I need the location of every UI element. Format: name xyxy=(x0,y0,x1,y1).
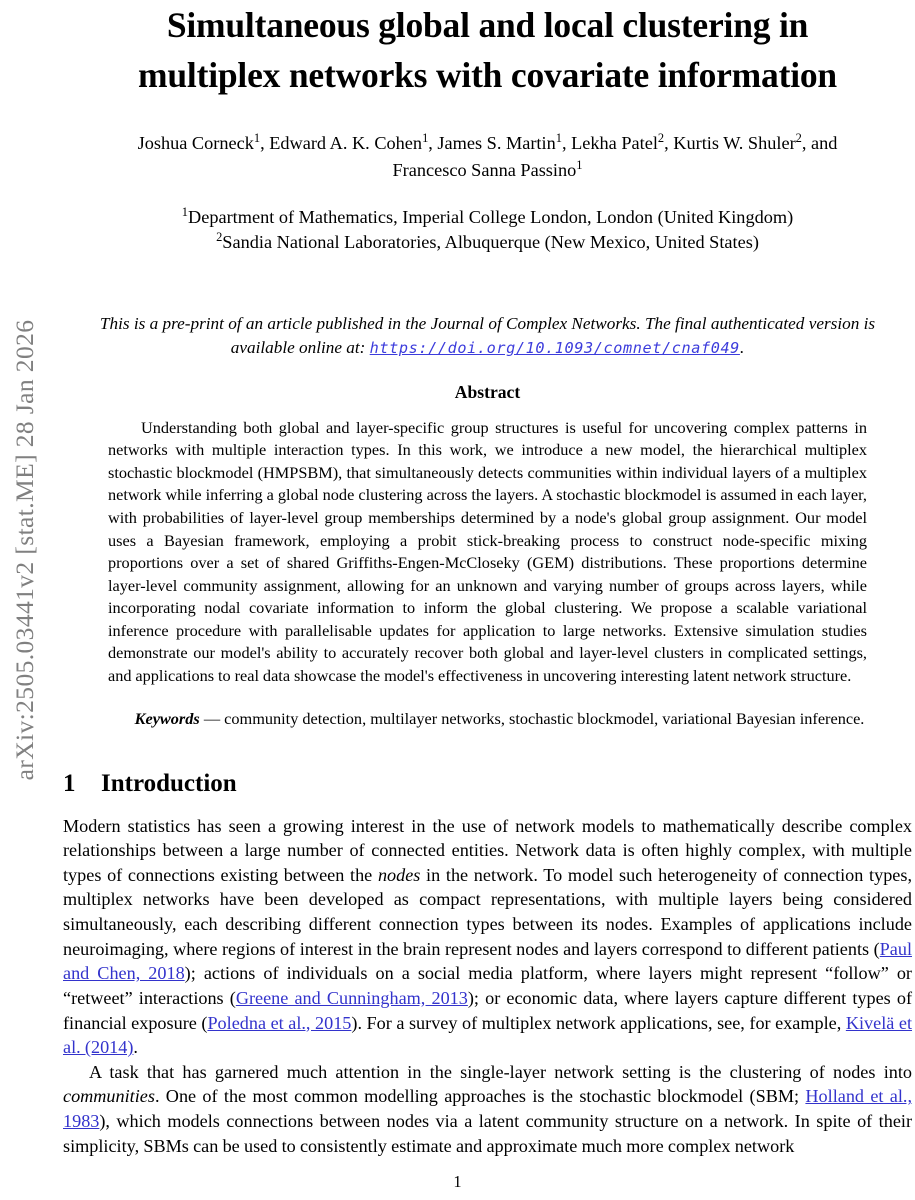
p1-text-1: Modern statistics has seen a growing interest in the use of network models to mathematically describe complex relationships between a large number of connected entities. Network data is often highly complex, with multiple types of connections existing between the xyxy=(63,815,912,885)
affiliation-list xyxy=(63,205,912,254)
citation-greene-cunningham-2013[interactable]: Greene and Cunningham, 2013 xyxy=(235,987,468,1008)
author-affil-mark-5: 2 xyxy=(795,130,802,145)
p1-text-4: ); or economic data, where layers capture different types of financial exposure ( xyxy=(63,987,913,1033)
keywords-dash: — xyxy=(199,708,225,728)
author-affil-mark-3: 1 xyxy=(555,130,562,145)
citation-holland-1983[interactable]: Holland et al., 1983 xyxy=(63,1086,912,1131)
author-conjunction: , and xyxy=(801,132,838,153)
paragraph-1 xyxy=(63,814,912,1060)
keywords-line xyxy=(63,708,912,730)
citation-poledna-2015[interactable]: Poledna et al., 2015 xyxy=(207,1012,352,1033)
author-affil-mark-6: 1 xyxy=(576,157,583,172)
preprint-notice-period: . xyxy=(739,337,745,357)
author-list xyxy=(63,130,912,183)
p1-text-2: in the network. To model such heterogeneity of connection types, multiplex networks have been developed as compact representations, with multiple layers being considered simultaneously, each describing different connection types between its nodes. Examples of applications include neuroimaging, where regions of interest in the brain represent nodes and layers correspond to different patients ( xyxy=(63,864,912,959)
author-affil-mark-4: 2 xyxy=(657,130,665,145)
title-line-2: multiplex networks with covariate information xyxy=(138,55,837,96)
p2-text-2: . One of the most common modelling approaches is the stochastic blockmodel (SBM; xyxy=(154,1086,806,1107)
citation-paul-chen-2018[interactable]: Paul and Chen, 2018 xyxy=(63,938,912,984)
section-title: Introduction xyxy=(101,769,237,797)
p1-text-5: ). For a survey of multiplex network applications, see, for example, xyxy=(351,1012,846,1033)
author-line-1 xyxy=(63,130,912,157)
affiliation-mark-2: 2 xyxy=(216,229,223,244)
author-affil-mark-1: 1 xyxy=(253,130,261,145)
author-corneck: Joshua Corneck xyxy=(137,132,254,153)
author-martin: , James S. Martin xyxy=(428,132,556,153)
author-patel: , Lekha Patel xyxy=(561,132,658,153)
preprint-notice xyxy=(63,312,912,360)
doi-link[interactable]: https://doi.org/10.1093/comnet/cnaf049 xyxy=(369,338,740,357)
keywords-list: community detection, multilayer networks, stochastic blockmodel, variational Bayesian inference. xyxy=(224,708,865,728)
section-heading-introduction xyxy=(63,769,912,799)
author-line-2 xyxy=(63,157,912,184)
author-affil-mark-2: 1 xyxy=(422,130,429,145)
affiliation-mark-1: 1 xyxy=(181,205,189,220)
page-title xyxy=(63,0,912,101)
p2-text-3: ), which models connections between nodes via a latent community structure on a network. In spite of their simplicity, SBMs can be used to consistently estimate and approximate much more complex network xyxy=(63,1111,912,1156)
p1-text-3: ); actions of individuals on a social media platform, where layers might represent “follow” or “retweet” interactions ( xyxy=(63,963,912,1008)
abstract-section xyxy=(63,382,912,688)
preprint-notice-text: This is a pre-print of an article published in the Journal of Complex Networks. The final authenticated version is available online at: xyxy=(99,313,876,357)
abstract-heading: Abstract xyxy=(454,381,521,402)
page-number: 1 xyxy=(453,1172,462,1191)
title-line-1: Simultaneous global and local clustering in xyxy=(166,5,809,45)
arxiv-stamp-text: arXiv:2505.03441v2 [stat.ME] 28 Jan 2026 xyxy=(10,319,39,781)
abstract-body: Understanding both global and layer-specific group structures is useful for uncovering complex patterns in networks with multiple interaction types. In this work, we introduce a new model, the hierarchical multiplex stochastic blockmodel (HMPSBM), that simultaneously detects communities within individual layers of a multiplex network while inferring a global node clustering across the layers. A stochastic blockmodel is assumed in each layer, with probabilities of layer-level group memberships determined by a node's global group assignment. Our model uses a Bayesian framework, employing a probit stick-breaking process to construct node-specific mixing proportions over a set of shared Griffiths-Engen-McCloseky (GEM) distributions. These proportions determine layer-level community assignment, allowing for an unknown and varying number of groups across layers, while incorporating nodal covariate information to inform the global clustering. We propose a scalable variational inference procedure with parallelisable updates for application to large networks. Extensive simulation studies demonstrate our model's ability to accurately recover both global and layer-level clusters in complicated settings, and applications to real data showcase the model's effectiveness in uncovering interesting latent network structure. xyxy=(108,417,867,685)
citation-kivela-2014[interactable]: Kivelä et al. (2014) xyxy=(63,1012,912,1058)
section-number: 1 xyxy=(63,769,76,797)
body-text xyxy=(63,814,912,1159)
p1-emphasis-nodes: nodes xyxy=(377,864,421,885)
paper-page xyxy=(63,0,912,1200)
affiliation-2-text: Sandia National Laboratories, Albuquerque (New Mexico, United States) xyxy=(222,231,759,252)
p1-text-6: . xyxy=(133,1037,138,1058)
author-cohen: , Edward A. K. Cohen xyxy=(260,132,423,153)
author-shuler: , Kurtis W. Shuler xyxy=(664,132,796,153)
p2-emphasis-communities: communities xyxy=(63,1086,155,1107)
paragraph-2 xyxy=(63,1060,912,1159)
affiliation-2 xyxy=(63,230,912,255)
author-sanna-passino: Francesco Sanna Passino xyxy=(392,159,577,180)
affiliation-1 xyxy=(63,205,912,230)
keywords-label: Keywords xyxy=(134,708,200,728)
p2-text-1: A task that has garnered much attention in the single-layer network setting is the clustering of nodes into xyxy=(89,1061,912,1082)
affiliation-1-text: Department of Mathematics, Imperial College London, London (United Kingdom) xyxy=(188,207,794,228)
arxiv-stamp xyxy=(0,0,46,1200)
